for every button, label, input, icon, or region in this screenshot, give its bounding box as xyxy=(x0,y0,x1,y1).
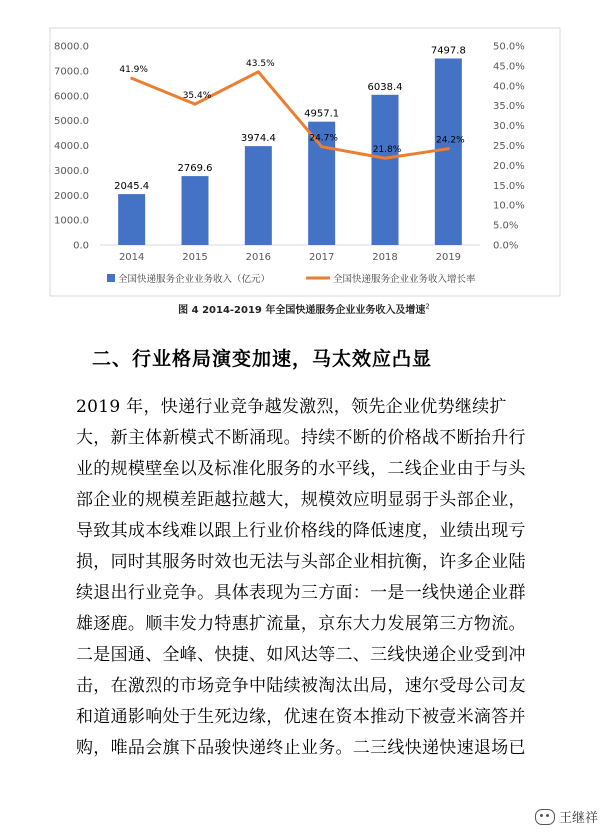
right-axis-tick-label: 5.0% xyxy=(493,220,519,232)
left-axis-tick-label: 7000.0 xyxy=(54,66,89,78)
line-point xyxy=(384,157,387,160)
bar xyxy=(372,95,399,245)
line-data-label: 35.4% xyxy=(182,91,212,102)
legend xyxy=(107,273,476,285)
x-axis-tick-label: 2018 xyxy=(372,252,398,263)
paragraph-line: 2019 年，快递行业竞争越发激烈，领先企业优势继续扩 xyxy=(76,397,507,417)
bar-data-label: 4957.1 xyxy=(304,108,340,120)
bar-series xyxy=(118,58,462,245)
right-axis-tick-label: 0.0% xyxy=(493,240,519,252)
left-axis-tick-label: 0.0 xyxy=(73,240,89,252)
legend-swatch-bar xyxy=(107,274,115,282)
bar-data-labels xyxy=(114,45,466,192)
caption-superscript: 2 xyxy=(425,302,430,311)
bar xyxy=(182,176,209,245)
paragraph-line: 部企业的规模差距越拉越大，规模效应明显弱于头部企业， xyxy=(76,490,526,510)
line-point xyxy=(130,77,133,80)
line-point xyxy=(447,147,450,150)
left-axis-tick-label: 1000.0 xyxy=(54,215,89,227)
paragraph-line: 续退出行业竞争。具体表现为三方面：一是一线快递企业群 xyxy=(76,583,526,603)
bar-data-label: 2045.4 xyxy=(114,181,150,193)
watermark-text: 王继祥 xyxy=(558,811,598,826)
right-axis-tick-label: 30.0% xyxy=(493,121,525,133)
line-data-label: 43.5% xyxy=(246,58,275,69)
right-axis-ticks xyxy=(493,42,525,252)
bar-data-label: 7497.8 xyxy=(430,45,466,57)
paragraph-line: 击，在激烈的市场竞争中陆续被淘汰出局，速尔受母公司友 xyxy=(76,676,526,696)
right-axis-tick-label: 15.0% xyxy=(493,180,525,192)
paragraph xyxy=(76,392,556,764)
line-point xyxy=(320,145,323,148)
bar xyxy=(435,58,462,245)
legend-label-bar: 全国快递服务企业业务收入（亿元） xyxy=(118,274,271,285)
line-data-label: 21.8% xyxy=(372,145,402,156)
left-axis-tick-label: 5000.0 xyxy=(54,116,89,128)
x-axis-tick-label: 2014 xyxy=(118,252,145,263)
left-axis-tick-label: 3000.0 xyxy=(54,165,89,177)
bar-data-label: 2769.6 xyxy=(177,163,213,175)
x-axis-tick-label: 2019 xyxy=(435,252,462,263)
right-axis-tick-label: 10.0% xyxy=(493,200,525,212)
right-axis-tick-label: 40.0% xyxy=(493,81,525,93)
x-axis-tick-label: 2016 xyxy=(245,252,272,263)
right-axis-tick-label: 35.0% xyxy=(493,101,525,113)
paragraph-line: 和道通影响处于生死边缘，优速在资本推动下被壹米滴答并 xyxy=(76,707,526,727)
paragraph-line: 二是国通、全峰、快捷、如风达等二、三线快递企业受到冲 xyxy=(76,645,526,665)
paragraph-line: 损，同时其服务时效也无法与头部企业相抗衡，许多企业陆 xyxy=(76,552,526,572)
left-axis-tick-label: 6000.0 xyxy=(54,91,89,103)
bar-data-label: 6038.4 xyxy=(367,81,403,93)
paragraph-line: 业的规模壁垒以及标准化服务的水平线，二线企业由于与头 xyxy=(76,459,526,479)
left-axis-ticks xyxy=(54,42,89,252)
legend-label-line: 全国快递服务企业业务收入增长率 xyxy=(333,274,476,285)
right-axis-tick-label: 20.0% xyxy=(493,160,525,172)
x-axis-ticks xyxy=(119,252,461,263)
section-heading: 二、行业格局演变加速，马太效应凸显 xyxy=(92,348,433,370)
right-axis-tick-label: 45.0% xyxy=(493,61,525,73)
paragraph-line: 雄逐鹿。顺丰发力特惠扩流量，京东大力发展第三方物流。 xyxy=(76,614,526,634)
chart xyxy=(0,0,608,298)
paragraph-line: 购，唯品会旗下品骏快递终止业务。二三线快递快速退场已 xyxy=(76,738,526,758)
line-data-label: 41.9% xyxy=(119,65,148,76)
x-axis-tick-label: 2017 xyxy=(308,252,335,263)
line-point xyxy=(194,103,197,106)
paragraph-line: 大，新主体新模式不断涌现。持续不断的价格战不断抬升行 xyxy=(76,428,526,448)
line-point xyxy=(257,70,260,73)
left-axis-tick-label: 4000.0 xyxy=(54,141,89,152)
left-axis-tick-label: 8000.0 xyxy=(54,41,89,53)
caption-text: 图 4 2014-2019 年全国快递服务企业业务收入及增速 xyxy=(178,305,426,316)
bar-data-label: 3974.4 xyxy=(240,133,276,145)
figure-caption xyxy=(0,301,608,316)
paragraph-line: 导致其成本线难以跟上行业价格线的降低速度，业绩出现亏 xyxy=(76,521,526,541)
line-data-label: 24.7% xyxy=(309,133,338,144)
line-data-labels xyxy=(119,59,465,155)
line-data-label: 24.2% xyxy=(436,135,465,146)
bar xyxy=(245,146,272,245)
watermark xyxy=(535,807,598,826)
right-axis-tick-label: 25.0% xyxy=(493,141,525,152)
right-axis-tick-label: 50.0% xyxy=(493,41,525,53)
wechat-icon xyxy=(535,809,555,825)
bar xyxy=(118,194,145,245)
x-axis-tick-label: 2015 xyxy=(182,252,208,263)
left-axis-tick-label: 2000.0 xyxy=(54,190,89,202)
